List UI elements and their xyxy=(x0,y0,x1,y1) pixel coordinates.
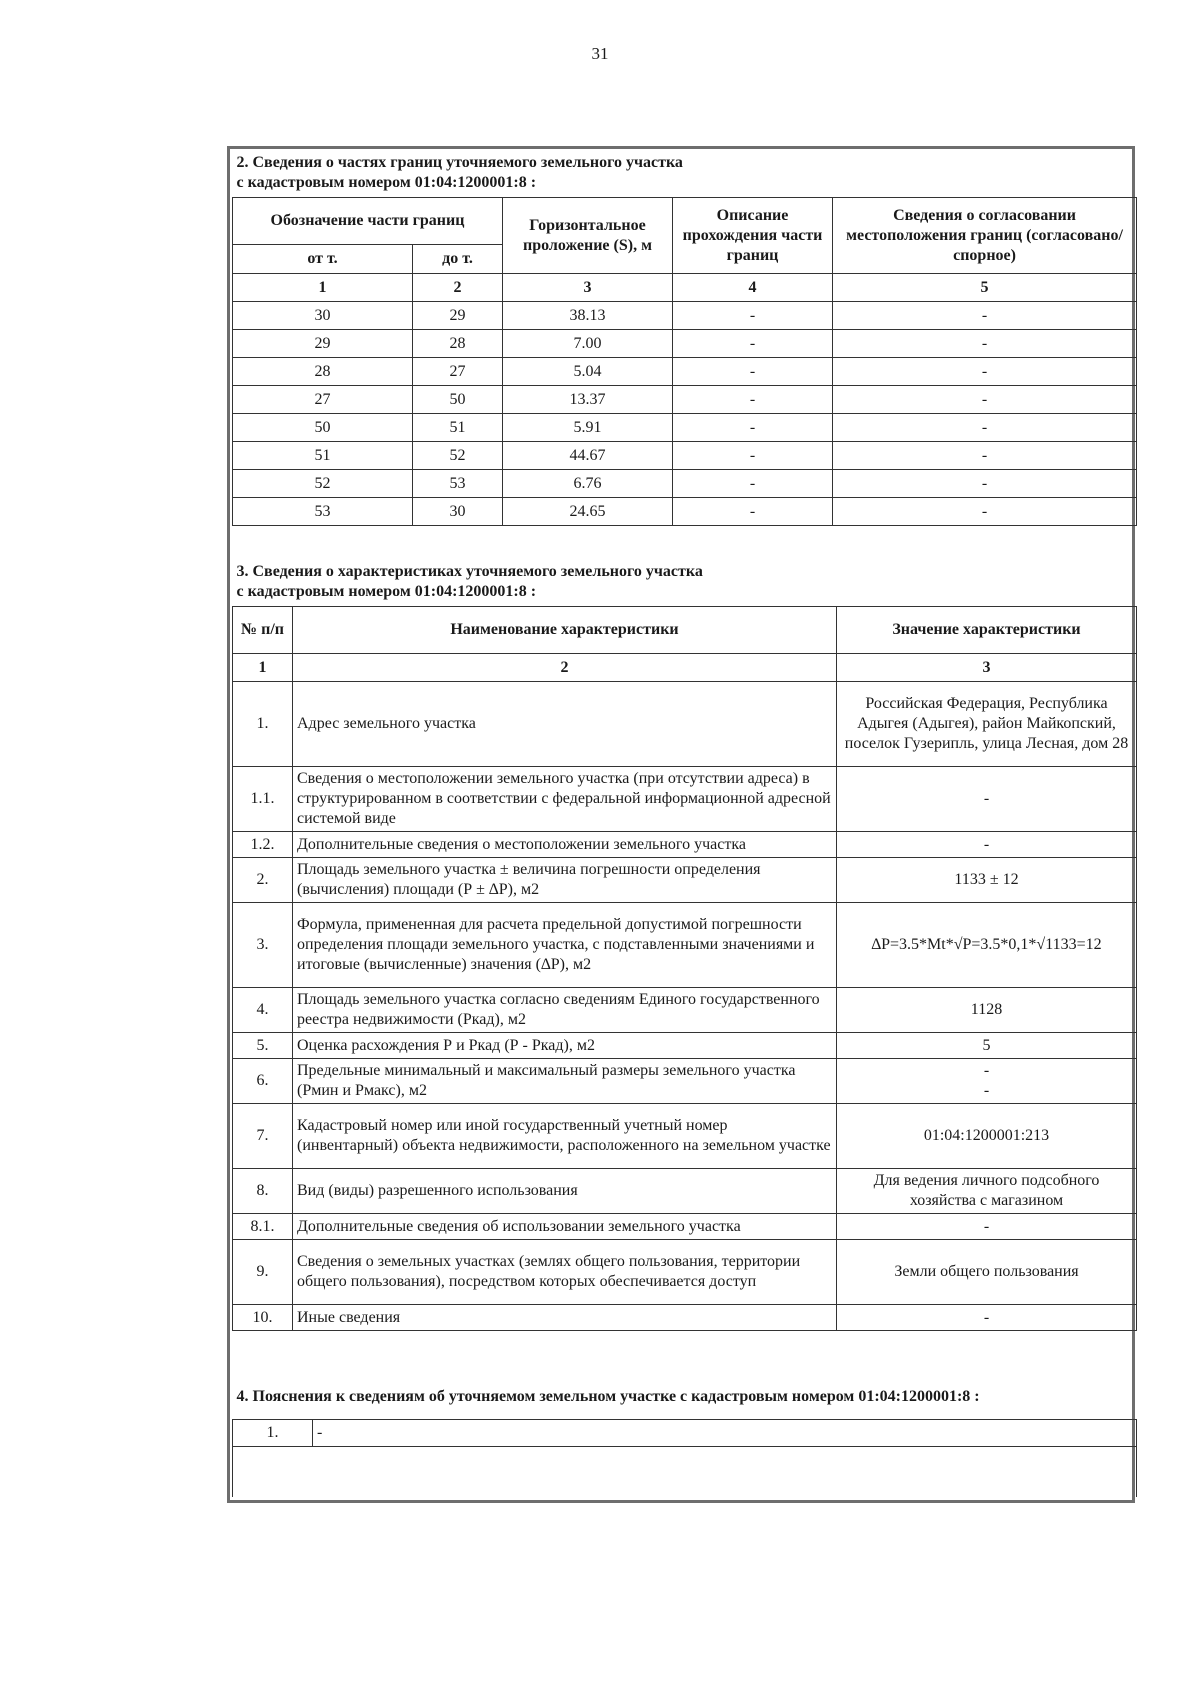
cell-description: - xyxy=(673,498,833,526)
cell-horizontal: 6.76 xyxy=(503,470,673,498)
cell-num: 3. xyxy=(233,903,293,988)
cell-horizontal: 7.00 xyxy=(503,330,673,358)
header-to: до т. xyxy=(413,245,503,274)
cell-value: 01:04:1200001:213 xyxy=(837,1104,1137,1169)
cell-value: 1128 xyxy=(837,988,1137,1033)
cell-horizontal: 38.13 xyxy=(503,302,673,330)
header-description: Описание прохождения части границ xyxy=(673,198,833,274)
cell-name: Площадь земельного участка согласно сведениям Единого государственного реестра недвижимости (Ркад), м2 xyxy=(293,988,837,1033)
page-number: 31 xyxy=(591,44,609,63)
col-number: 5 xyxy=(833,274,1137,302)
cell-from: 50 xyxy=(233,414,413,442)
cell-horizontal: 5.04 xyxy=(503,358,673,386)
section4-title: 4. Пояснения к сведениям об уточняемом земельном участке с кадастровым номером 01:04:1200001:8 : xyxy=(233,1375,1137,1420)
table-row xyxy=(233,988,1137,1033)
cell-from: 28 xyxy=(233,358,413,386)
cell-from: 27 xyxy=(233,386,413,414)
section2-title-line1: 2. Сведения о частях границ уточняемого земельного участка xyxy=(236,154,683,171)
cell-num: 1.1. xyxy=(233,767,293,832)
cell-value: - xyxy=(837,1214,1137,1240)
explanations-table xyxy=(232,1375,1137,1497)
cell-name: Кадастровый номер или иной государственный учетный номер (инвентарный) объекта недвижимости, расположенного на земельном участке xyxy=(293,1104,837,1169)
cell-to: 28 xyxy=(413,330,503,358)
cell-horizontal: 5.91 xyxy=(503,414,673,442)
cell-from: 51 xyxy=(233,442,413,470)
cell-name: Иные сведения xyxy=(293,1305,837,1331)
cell-num: 1.2. xyxy=(233,832,293,858)
table-row xyxy=(233,414,1137,442)
cell-to: 52 xyxy=(413,442,503,470)
col-number: 1 xyxy=(233,654,293,682)
table-row xyxy=(233,386,1137,414)
cell-description: - xyxy=(673,470,833,498)
cell-value: ∆Р=3.5*Mt*√Р=3.5*0,1*√1133=12 xyxy=(837,903,1137,988)
cell-name: Адрес земельного участка xyxy=(293,682,837,767)
header-num: № п/п xyxy=(233,607,293,654)
table-row xyxy=(233,498,1137,526)
table-row xyxy=(233,358,1137,386)
col-number: 4 xyxy=(673,274,833,302)
col-number: 2 xyxy=(293,654,837,682)
col-number: 2 xyxy=(413,274,503,302)
cell-num: 8. xyxy=(233,1169,293,1214)
cell-description: - xyxy=(673,386,833,414)
cell-from: 29 xyxy=(233,330,413,358)
cell-num: 6. xyxy=(233,1059,293,1104)
boundary-parts-table xyxy=(232,149,1137,526)
cell-name: Площадь земельного участка ± величина погрешности определения (вычисления) площади (Р ± ∆Р), м2 xyxy=(293,858,837,903)
section2-title-line2: с кадастровым номером 01:04:1200001:8 : xyxy=(236,174,537,191)
empty-row xyxy=(233,1447,1137,1498)
cell-value: - - xyxy=(837,1059,1137,1104)
cell-from: 53 xyxy=(233,498,413,526)
section2-title xyxy=(233,149,1137,198)
header-from: от т. xyxy=(233,245,413,274)
table-row xyxy=(233,858,1137,903)
cell-num: 4. xyxy=(233,988,293,1033)
table-row xyxy=(233,1214,1137,1240)
cell-num: 1. xyxy=(233,1420,313,1447)
cell-description: - xyxy=(673,414,833,442)
table-row xyxy=(233,442,1137,470)
cell-value: Земли общего пользования xyxy=(837,1240,1137,1305)
table-row xyxy=(233,682,1137,767)
cell-agreement: - xyxy=(833,302,1137,330)
cell-value: - xyxy=(837,1305,1137,1331)
cell-value: - xyxy=(837,832,1137,858)
cell-value: Для ведения личного подсобного хозяйства с магазином xyxy=(837,1169,1137,1214)
table-row xyxy=(233,903,1137,988)
cell-to: 30 xyxy=(413,498,503,526)
col-number: 1 xyxy=(233,274,413,302)
cell-agreement: - xyxy=(833,498,1137,526)
cell-to: 50 xyxy=(413,386,503,414)
cell-agreement: - xyxy=(833,330,1137,358)
cell-name: Сведения о местоположении земельного участка (при отсутствии адреса) в структурированном в соответствии с федеральной информационной адресной системой виде xyxy=(293,767,837,832)
cell-value: 5 xyxy=(837,1033,1137,1059)
cell-to: 27 xyxy=(413,358,503,386)
cell-text: - xyxy=(313,1420,1137,1447)
section3-title-line2: с кадастровым номером 01:04:1200001:8 : xyxy=(236,583,537,600)
header-value: Значение характеристики xyxy=(837,607,1137,654)
cell-num: 7. xyxy=(233,1104,293,1169)
cell-horizontal: 24.65 xyxy=(503,498,673,526)
cell-agreement: - xyxy=(833,386,1137,414)
table-row xyxy=(233,1169,1137,1214)
cell-description: - xyxy=(673,358,833,386)
table-row xyxy=(233,1305,1137,1331)
header-horizontal: Горизонтальное проложение (S), м xyxy=(503,198,673,274)
cell-from: 52 xyxy=(233,470,413,498)
header-part-designation: Обозначение части границ xyxy=(233,198,503,245)
cell-to: 51 xyxy=(413,414,503,442)
cell-num: 5. xyxy=(233,1033,293,1059)
table-row xyxy=(233,1240,1137,1305)
table-row xyxy=(233,1059,1137,1104)
cell-value: 1133 ± 12 xyxy=(837,858,1137,903)
cell-num: 1. xyxy=(233,682,293,767)
cell-name: Дополнительные сведения об использовании земельного участка xyxy=(293,1214,837,1240)
cell-num: 2. xyxy=(233,858,293,903)
table-row xyxy=(233,1104,1137,1169)
cell-description: - xyxy=(673,330,833,358)
section3-title xyxy=(233,558,1137,607)
cell-agreement: - xyxy=(833,414,1137,442)
cell-num: 9. xyxy=(233,1240,293,1305)
cell-value: - xyxy=(837,767,1137,832)
table-row xyxy=(233,832,1137,858)
characteristics-table xyxy=(232,558,1137,1331)
table-row xyxy=(233,330,1137,358)
cell-description: - xyxy=(673,302,833,330)
table-row xyxy=(233,302,1137,330)
cell-name: Оценка расхождения Р и Ркад (Р - Ркад), м2 xyxy=(293,1033,837,1059)
cell-agreement: - xyxy=(833,470,1137,498)
section3-title-line1: 3. Сведения о характеристиках уточняемого земельного участка xyxy=(236,563,703,580)
cadastral-document-frame xyxy=(227,146,1135,1503)
cell-horizontal: 13.37 xyxy=(503,386,673,414)
header-name: Наименование характеристики xyxy=(293,607,837,654)
col-number: 3 xyxy=(503,274,673,302)
cell-agreement: - xyxy=(833,442,1137,470)
col-number: 3 xyxy=(837,654,1137,682)
cell-to: 29 xyxy=(413,302,503,330)
cell-from: 30 xyxy=(233,302,413,330)
cell-num: 10. xyxy=(233,1305,293,1331)
cell-name: Сведения о земельных участках (землях общего пользования, территории общего пользования), посредством которых обеспечивается доступ xyxy=(293,1240,837,1305)
cell-name: Вид (виды) разрешенного использования xyxy=(293,1169,837,1214)
cell-description: - xyxy=(673,442,833,470)
table-row xyxy=(233,767,1137,832)
table-row xyxy=(233,1420,1137,1447)
cell-to: 53 xyxy=(413,470,503,498)
table-row xyxy=(233,470,1137,498)
cell-name: Формула, примененная для расчета предельной допустимой погрешности определения площади земельного участка, с подставленными значениями и итоговые (вычисленные) значения (∆Р), м2 xyxy=(293,903,837,988)
cell-agreement: - xyxy=(833,358,1137,386)
cell-name: Дополнительные сведения о местоположении земельного участка xyxy=(293,832,837,858)
cell-name: Предельные минимальный и максимальный размеры земельного участка (Рмин и Рмакс), м2 xyxy=(293,1059,837,1104)
table-row xyxy=(233,1033,1137,1059)
cell-value: Российская Федерация, Республика Адыгея (Адыгея), район Майкопский, поселок Гузерипль, улица Лесная, дом 28 xyxy=(837,682,1137,767)
cell-num: 8.1. xyxy=(233,1214,293,1240)
cell-horizontal: 44.67 xyxy=(503,442,673,470)
header-agreement: Сведения о согласовании местоположения границ (согласовано/спорное) xyxy=(833,198,1137,274)
